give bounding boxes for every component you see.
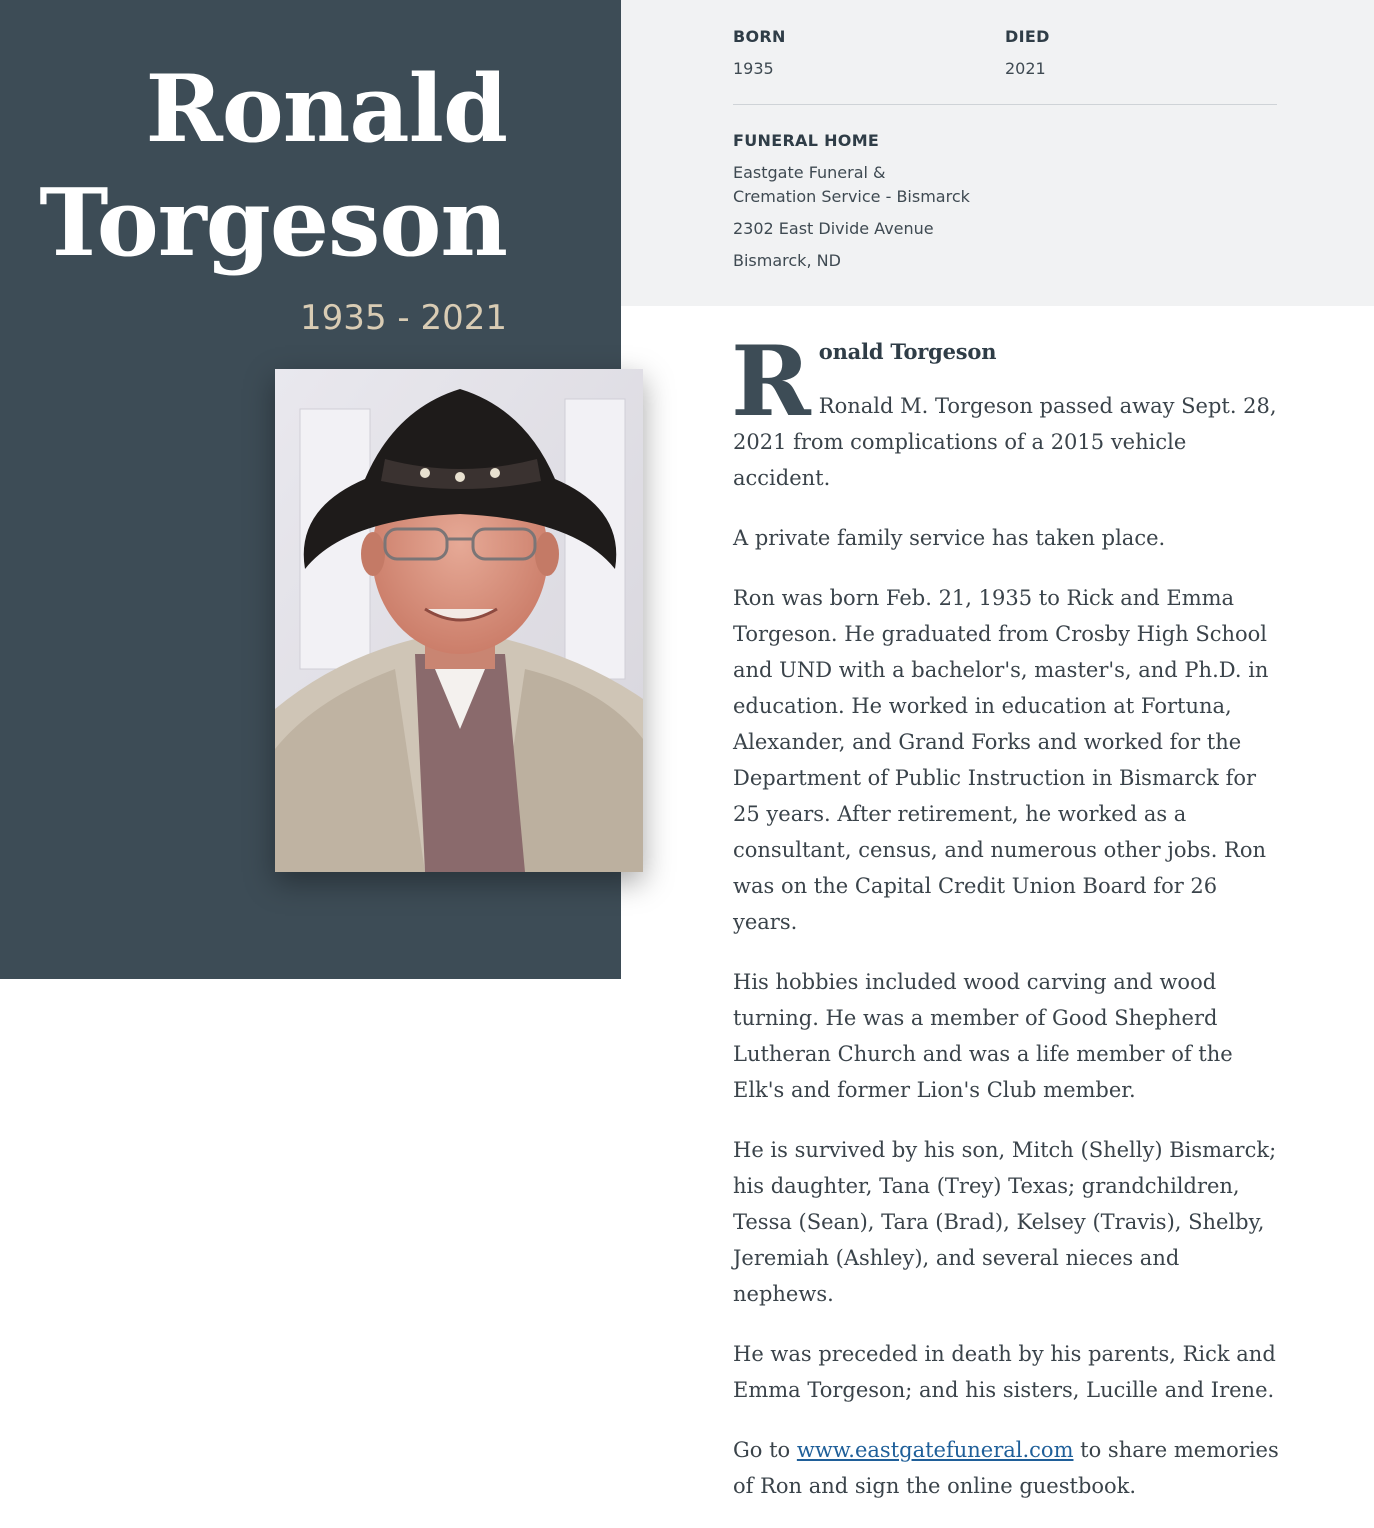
died-label: DIED <box>1005 27 1050 46</box>
paragraph-1: Ronald M. Torgeson passed away Sept. 28, 2021 from complications of a 2015 vehicle accident. <box>733 394 1277 490</box>
born-block <box>733 26 1005 81</box>
paragraph-6: He was preceded in death by his parents, Rick and Emma Torgeson; and his sisters, Lucille and Irene. <box>733 1342 1276 1402</box>
eastgate-link[interactable]: www.eastgatefuneral.com <box>796 1438 1074 1462</box>
funeral-home-name: Eastgate Funeral & Cremation Service - Bismarck <box>733 163 970 206</box>
obituary-headline: onald Torgeson <box>818 339 997 364</box>
died-block <box>1005 26 1277 81</box>
last-name: Torgeson <box>39 168 507 277</box>
paragraph-7-before: Go to <box>733 1438 797 1462</box>
paragraph-7-after: to share memories of Ron and sign the online guestbook. <box>733 1438 1279 1498</box>
drop-cap: R <box>731 325 811 438</box>
deceased-name <box>0 52 507 280</box>
paragraph-7 <box>733 1432 1281 1504</box>
dates-row <box>733 26 1277 81</box>
paragraph-3: Ron was born Feb. 21, 1935 to Rick and Emma Torgeson. He graduated from Crosby High School and UND with a bachelor's, master's, and Ph.D. in education. He worked in education at Fortuna, Alexander, and Grand Forks and worked for the Department of Public Instruction in Bismarck for 25 years. After retirement, he worked as a consultant, census, and numerous other jobs. Ron was on the Capital Credit Union Board for 26 years. <box>733 586 1269 934</box>
paragraph-5: He is survived by his son, Mitch (Shelly) Bismarck; his daughter, Tana (Trey) Texas; grandchildren, Tessa (Sean), Tara (Brad), Kelsey (Travis), Shelby, Jeremiah (Ashley), and several nieces and nephews. <box>733 1138 1277 1306</box>
first-name: Ronald <box>145 54 507 163</box>
life-years: 1935 - 2021 <box>300 298 507 338</box>
funeral-home-city: Bismarck, ND <box>733 251 841 270</box>
died-value: 2021 <box>1005 59 1046 78</box>
funeral-home-label: FUNERAL HOME <box>733 131 880 150</box>
info-content <box>733 26 1277 273</box>
portrait-photo <box>275 369 643 872</box>
portrait-illustration <box>275 369 643 872</box>
born-value: 1935 <box>733 59 774 78</box>
funeral-home-address: 2302 East Divide Avenue <box>733 219 934 238</box>
obituary-text <box>731 325 1281 1528</box>
obituary-intro <box>731 325 1281 496</box>
born-label: BORN <box>733 27 786 46</box>
divider <box>733 104 1277 105</box>
info-panel <box>621 0 1374 306</box>
paragraph-4: His hobbies included wood carving and wood turning. He was a member of Good Shepherd Lutheran Church and was a life member of the Elk's and former Lion's Club member. <box>733 970 1233 1102</box>
paragraph-2: A private family service has taken place. <box>733 526 1166 550</box>
